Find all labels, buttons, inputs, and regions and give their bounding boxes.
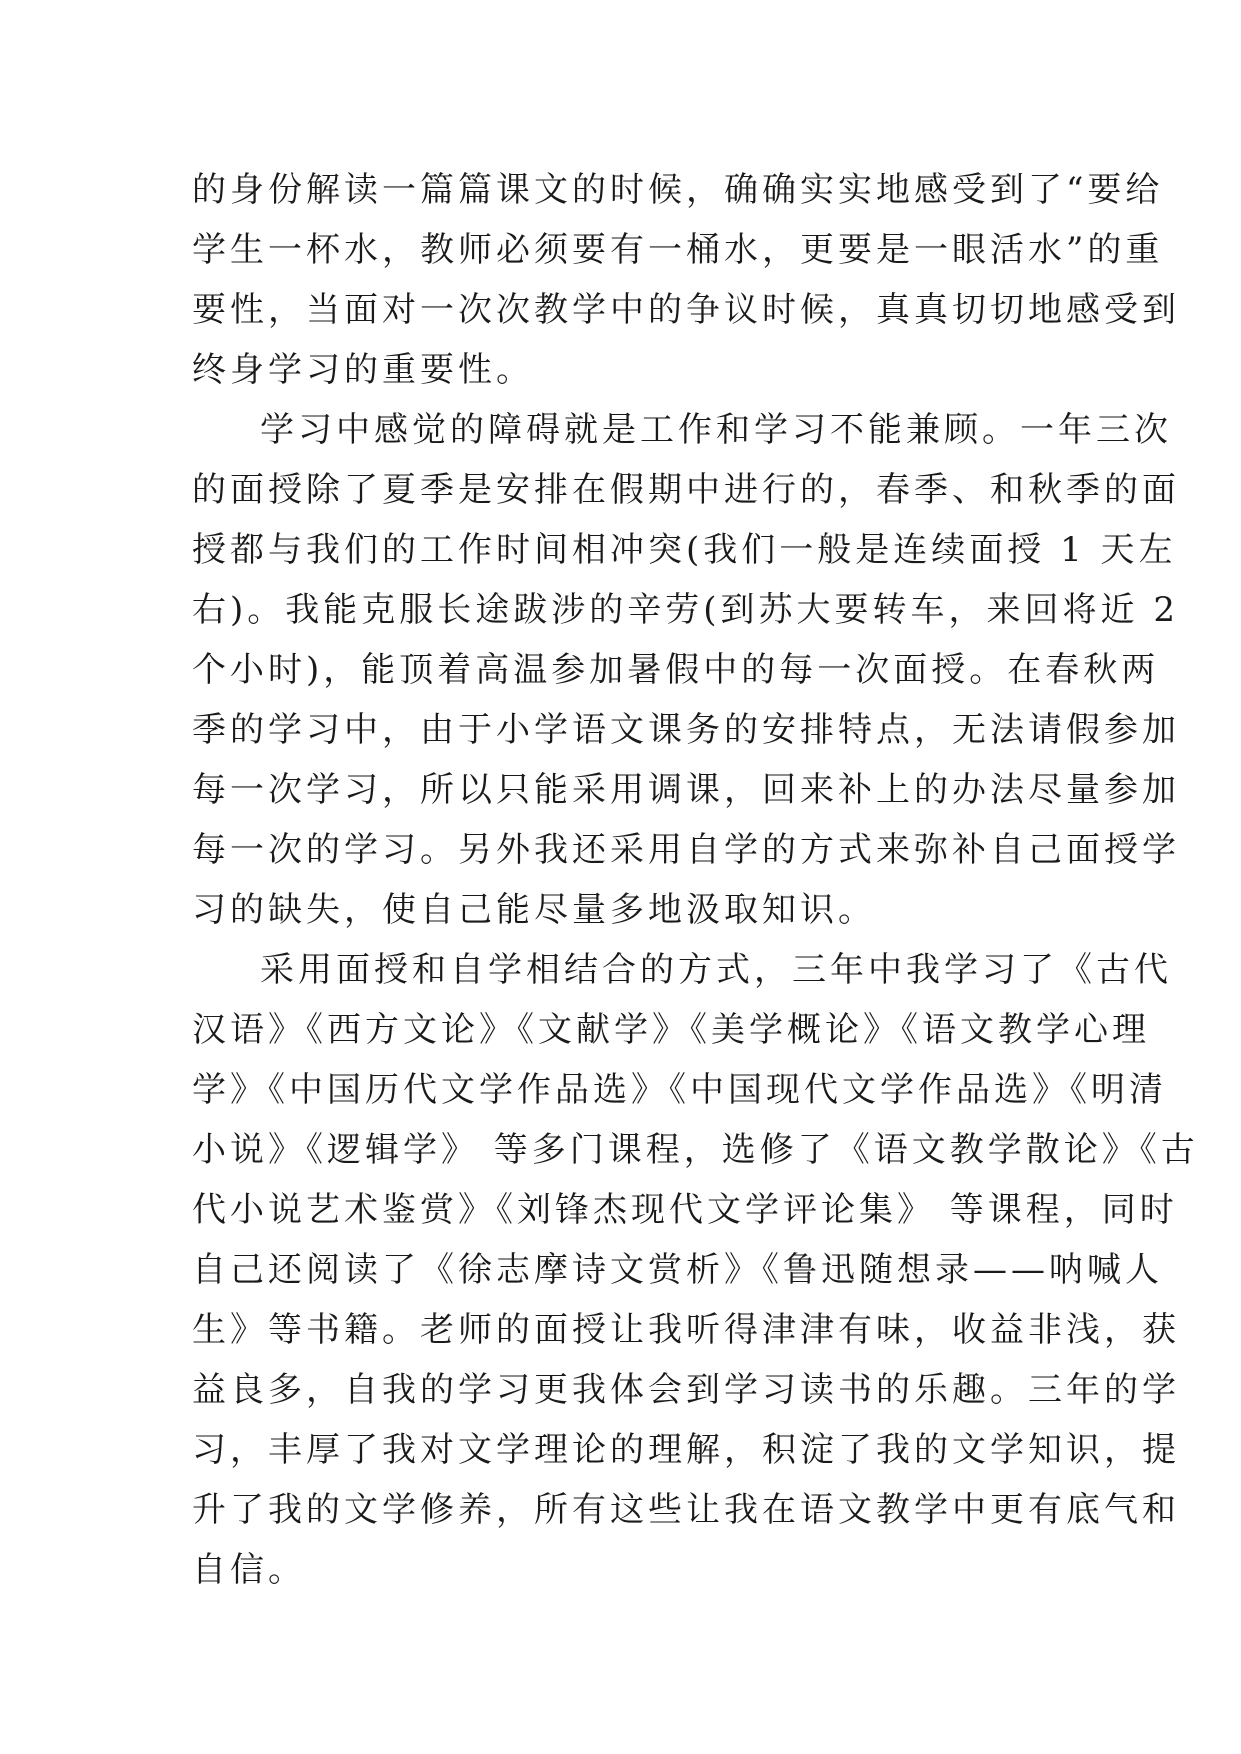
text-line: 自信。 (192, 1550, 306, 1590)
text-line: 习的缺失，使自己能尽量多地汲取知识。 (192, 890, 876, 930)
paragraph-first-line: 采用面授和自学相结合的方式，三年中我学习了《古代 (260, 950, 1172, 990)
text-line: 汉语》《西方文论》《文献学》《美学概论》《语文教学心理 (192, 1010, 1150, 1050)
text-line: 益良多，自我的学习更我体会到学习读书的乐趣。三年的学 (192, 1370, 1180, 1410)
text-line: 学》《中国历代文学作品选》《中国现代文学作品选》《明清 (192, 1070, 1167, 1110)
text-line: 学生一杯水，教师必须要有一桶水，更要是一眼活水”的重 (192, 230, 1164, 270)
text-line: 自己还阅读了《徐志摩诗文赏析》《鲁迅随想录——呐喊人 (192, 1250, 1163, 1290)
text-line: 的面授除了夏季是安排在假期中进行的，春季、和秋季的面 (192, 470, 1180, 510)
text-line: 每一次学习，所以只能采用调课，回来补上的办法尽量参加 (192, 770, 1180, 810)
text-line: 代小说艺术鉴赏》《刘锋杰现代文学评论集》 等课程，同时 (192, 1190, 1178, 1230)
body-text (192, 160, 1199, 1600)
text-line: 要性，当面对一次次教学中的争议时候，真真切切地感受到 (192, 290, 1180, 330)
text-line: 个小时)，能顶着高温参加暑假中的每一次面授。在春秋两 (192, 650, 1160, 690)
text-line: 每一次的学习。另外我还采用自学的方式来弥补自己面授学 (192, 830, 1180, 870)
paragraph-first-line: 学习中感觉的障碍就是工作和学习不能兼顾。一年三次 (260, 410, 1172, 450)
text-line: 授都与我们的工作时间相冲突(我们一般是连续面授 1 天左 (192, 530, 1177, 570)
text-line: 小说》《逻辑学》 等多门课程，选修了《语文教学散论》《古 (192, 1130, 1199, 1170)
text-line: 习，丰厚了我对文学理论的理解，积淀了我的文学知识，提 (192, 1430, 1180, 1470)
text-line: 生》等书籍。老师的面授让我听得津津有味，收益非浅，获 (192, 1310, 1180, 1350)
text-line: 终身学习的重要性。 (192, 350, 534, 390)
text-line: 升了我的文学修养，所有这些让我在语文教学中更有底气和 (192, 1490, 1180, 1530)
text-line: 季的学习中，由于小学语文课务的安排特点，无法请假参加 (192, 710, 1180, 750)
text-line: 的身份解读一篇篇课文的时候，确确实实地感受到了“要给 (192, 170, 1164, 210)
text-line: 右)。我能克服长途跋涉的辛劳(到苏大要转车，来回将近 2 (192, 590, 1179, 630)
